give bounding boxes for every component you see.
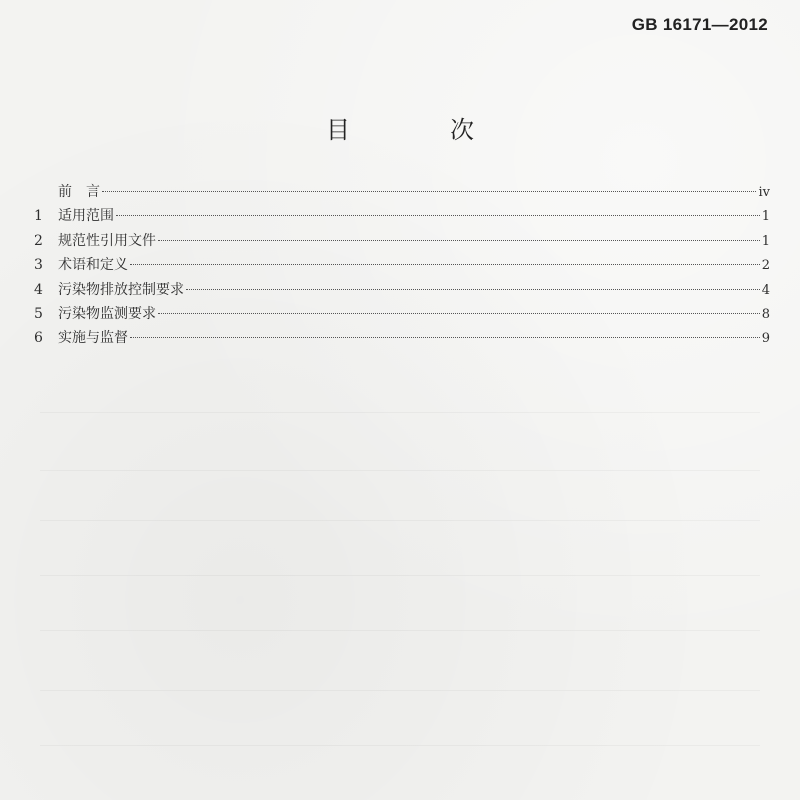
show-through-line [40, 745, 760, 746]
toc-entry-label: 实施与监督 [58, 330, 128, 347]
show-through-line [40, 412, 760, 413]
toc-entry-scope[interactable] [34, 205, 770, 229]
toc-entry-page: 9 [761, 331, 770, 347]
show-through-line [40, 520, 760, 521]
show-through-line [40, 575, 760, 576]
toc-entry-page: 4 [761, 282, 770, 298]
dot-leader [186, 289, 760, 290]
toc-entry-label: 适用范围 [58, 208, 114, 225]
dot-leader [116, 215, 760, 216]
show-through-line [40, 630, 760, 631]
toc-entry-number: 5 [34, 305, 43, 322]
toc-entry-emission-control[interactable] [34, 279, 770, 303]
toc-entry-page: 1 [761, 233, 770, 249]
toc-entry-foreword[interactable] [34, 181, 770, 205]
table-of-contents [34, 181, 770, 352]
toc-entry-label: 污染物监测要求 [58, 305, 156, 322]
show-through-line [40, 470, 760, 471]
standard-code: GB 16171—2012 [631, 15, 768, 34]
toc-entry-page: 2 [761, 258, 770, 274]
toc-entry-label: 术语和定义 [58, 257, 128, 274]
toc-entry-number: 4 [34, 281, 43, 298]
toc-entry-implementation[interactable] [34, 327, 770, 351]
toc-entry-number: 1 [34, 208, 43, 225]
dot-leader [102, 191, 756, 192]
toc-entry-number: 2 [34, 232, 43, 249]
toc-entry-page: iv [758, 185, 770, 200]
dot-leader [158, 240, 760, 241]
show-through-line [40, 690, 760, 691]
toc-entry-label: 前 言 [58, 184, 100, 200]
dot-leader [158, 313, 760, 314]
toc-entry-page: 8 [761, 306, 770, 322]
toc-entry-page: 1 [761, 209, 770, 225]
toc-title: 目 次 [326, 116, 512, 144]
dot-leader [130, 264, 760, 265]
toc-entry-terms-definitions[interactable] [34, 254, 770, 278]
toc-entry-label: 污染物排放控制要求 [58, 281, 184, 298]
toc-entry-monitoring[interactable] [34, 303, 770, 327]
dot-leader [130, 337, 760, 338]
toc-entry-number: 6 [34, 330, 43, 347]
toc-entry-label: 规范性引用文件 [58, 232, 156, 249]
toc-entry-number: 3 [34, 257, 43, 274]
toc-entry-normative-references[interactable] [34, 230, 770, 254]
